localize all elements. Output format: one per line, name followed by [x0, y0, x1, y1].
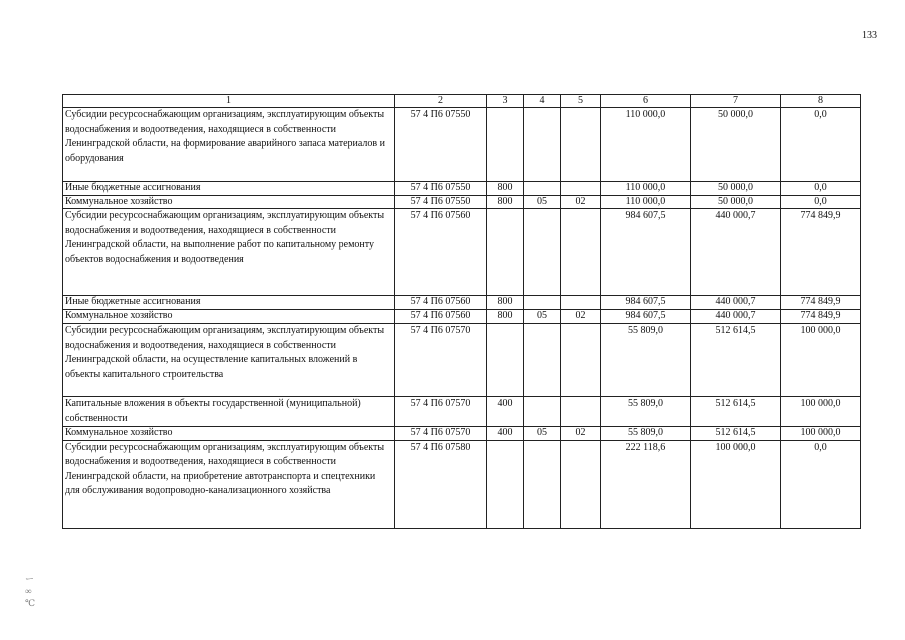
margin-note: ー [25, 574, 35, 584]
table-cell-name: Коммунальное хозяйство [63, 310, 395, 324]
header-cell: 1 [63, 95, 395, 108]
table-row [63, 209, 861, 296]
table-cell-name: Иные бюджетные ассигнования [63, 182, 395, 196]
table-cell-code: 57 4 П6 07570 [395, 397, 487, 427]
table-cell-c3 [487, 440, 524, 528]
header-cell: 3 [487, 95, 524, 108]
table-row [63, 310, 861, 324]
table-cell-v7: 100 000,0 [691, 440, 781, 528]
table-cell-v6: 55 809,0 [601, 324, 691, 397]
table-cell-name: Субсидии ресурсоснабжающим организациям, эксплуатирующим объекты водоснабжения и водоотведения, находящиеся в собственности Ленинградской области, на формирование аварийного запаса материалов и оборудования [63, 108, 395, 182]
page-number: 133 [862, 30, 877, 41]
header-row [63, 95, 861, 108]
header-cell: 5 [561, 95, 601, 108]
table-cell-v8: 0,0 [781, 182, 861, 196]
table-cell-name: Иные бюджетные ассигнования [63, 296, 395, 310]
table-cell-c4 [524, 108, 561, 182]
table-cell-v6: 55 809,0 [601, 397, 691, 427]
margin-note: ∞ [25, 586, 32, 596]
header-cell: 2 [395, 95, 487, 108]
table-cell-code: 57 4 П6 07550 [395, 195, 487, 209]
table-cell-v6: 984 607,5 [601, 310, 691, 324]
table-cell-c3: 800 [487, 195, 524, 209]
table-cell-c5 [561, 397, 601, 427]
table-cell-c5: 02 [561, 427, 601, 441]
table-cell-name: Субсидии ресурсоснабжающим организациям, эксплуатирующим объекты водоснабжения и водоотведения, находящиеся в собственности Ленинградской области, на приобретение автотранспорта и спецтехники для обслуживания водопроводно-канализационного хозяйства [63, 440, 395, 528]
table-cell-c3: 800 [487, 310, 524, 324]
table-cell-c4 [524, 296, 561, 310]
table-row [63, 397, 861, 427]
margin-note: ℃ [25, 598, 36, 608]
table-cell-c3 [487, 108, 524, 182]
table-cell-c4 [524, 209, 561, 296]
table-row [63, 182, 861, 196]
table-cell-c4 [524, 397, 561, 427]
table-cell-c3: 400 [487, 427, 524, 441]
table-cell-name: Субсидии ресурсоснабжающим организациям, эксплуатирующим объекты водоснабжения и водоотведения, находящиеся в собственности Ленинградской области, на осуществление капитальных вложений в объекты капитального строительства [63, 324, 395, 397]
table-cell-v8: 774 849,9 [781, 296, 861, 310]
table-cell-v6: 55 809,0 [601, 427, 691, 441]
table-row [63, 195, 861, 209]
table-body [63, 108, 861, 529]
table-cell-c5 [561, 296, 601, 310]
table-cell-c4 [524, 182, 561, 196]
table-cell-c4: 05 [524, 195, 561, 209]
table-row [63, 440, 861, 528]
table-cell-c3 [487, 209, 524, 296]
table-cell-c5: 02 [561, 310, 601, 324]
table-cell-code: 57 4 П6 07570 [395, 427, 487, 441]
table-cell-c5: 02 [561, 195, 601, 209]
table-cell-v7: 512 614,5 [691, 324, 781, 397]
table-cell-code: 57 4 П6 07560 [395, 310, 487, 324]
table-cell-v7: 440 000,7 [691, 310, 781, 324]
table-cell-name: Коммунальное хозяйство [63, 427, 395, 441]
table-row [63, 296, 861, 310]
table-cell-c4 [524, 324, 561, 397]
table-cell-c5 [561, 108, 601, 182]
table-cell-name: Капитальные вложения в объекты государственной (муниципальной) собственности [63, 397, 395, 427]
header-cell: 7 [691, 95, 781, 108]
table-cell-code: 57 4 П6 07550 [395, 182, 487, 196]
header-cell: 8 [781, 95, 861, 108]
table-cell-c4 [524, 440, 561, 528]
table-cell-v6: 222 118,6 [601, 440, 691, 528]
table-cell-c3 [487, 324, 524, 397]
table-cell-v6: 110 000,0 [601, 182, 691, 196]
table-cell-c5 [561, 440, 601, 528]
table-cell-c5 [561, 182, 601, 196]
table-cell-v7: 440 000,7 [691, 296, 781, 310]
table-cell-v7: 50 000,0 [691, 108, 781, 182]
table-cell-v7: 440 000,7 [691, 209, 781, 296]
table-row [63, 427, 861, 441]
table-cell-v8: 0,0 [781, 440, 861, 528]
table-cell-c4: 05 [524, 310, 561, 324]
table-cell-code: 57 4 П6 07570 [395, 324, 487, 397]
table-cell-v6: 984 607,5 [601, 296, 691, 310]
table-cell-v8: 774 849,9 [781, 209, 861, 296]
table-cell-v7: 50 000,0 [691, 195, 781, 209]
table-row [63, 324, 861, 397]
table-cell-v8: 774 849,9 [781, 310, 861, 324]
header-cell: 6 [601, 95, 691, 108]
table-cell-v6: 984 607,5 [601, 209, 691, 296]
table-cell-v8: 100 000,0 [781, 397, 861, 427]
table-cell-c5 [561, 209, 601, 296]
table-cell-v8: 0,0 [781, 108, 861, 182]
table-cell-name: Коммунальное хозяйство [63, 195, 395, 209]
table-cell-c4: 05 [524, 427, 561, 441]
table-cell-v7: 512 614,5 [691, 427, 781, 441]
table-cell-v8: 0,0 [781, 195, 861, 209]
table-cell-c3: 800 [487, 296, 524, 310]
table-cell-c3: 400 [487, 397, 524, 427]
table-cell-v8: 100 000,0 [781, 324, 861, 397]
table-cell-v7: 512 614,5 [691, 397, 781, 427]
table-cell-code: 57 4 П6 07550 [395, 108, 487, 182]
table-cell-name: Субсидии ресурсоснабжающим организациям, эксплуатирующим объекты водоснабжения и водоотведения, находящиеся в собственности Ленинградской области, на выполнение работ по капитальному ремонту объектов водоснабжения и водоотведения [63, 209, 395, 296]
table-cell-code: 57 4 П6 07560 [395, 296, 487, 310]
budget-table [62, 94, 861, 529]
table-cell-c5 [561, 324, 601, 397]
table-cell-v6: 110 000,0 [601, 195, 691, 209]
table-cell-v8: 100 000,0 [781, 427, 861, 441]
table-cell-code: 57 4 П6 07560 [395, 209, 487, 296]
header-cell: 4 [524, 95, 561, 108]
table-row [63, 108, 861, 182]
table-cell-v7: 50 000,0 [691, 182, 781, 196]
table-cell-c3: 800 [487, 182, 524, 196]
table-cell-code: 57 4 П6 07580 [395, 440, 487, 528]
table-cell-v6: 110 000,0 [601, 108, 691, 182]
